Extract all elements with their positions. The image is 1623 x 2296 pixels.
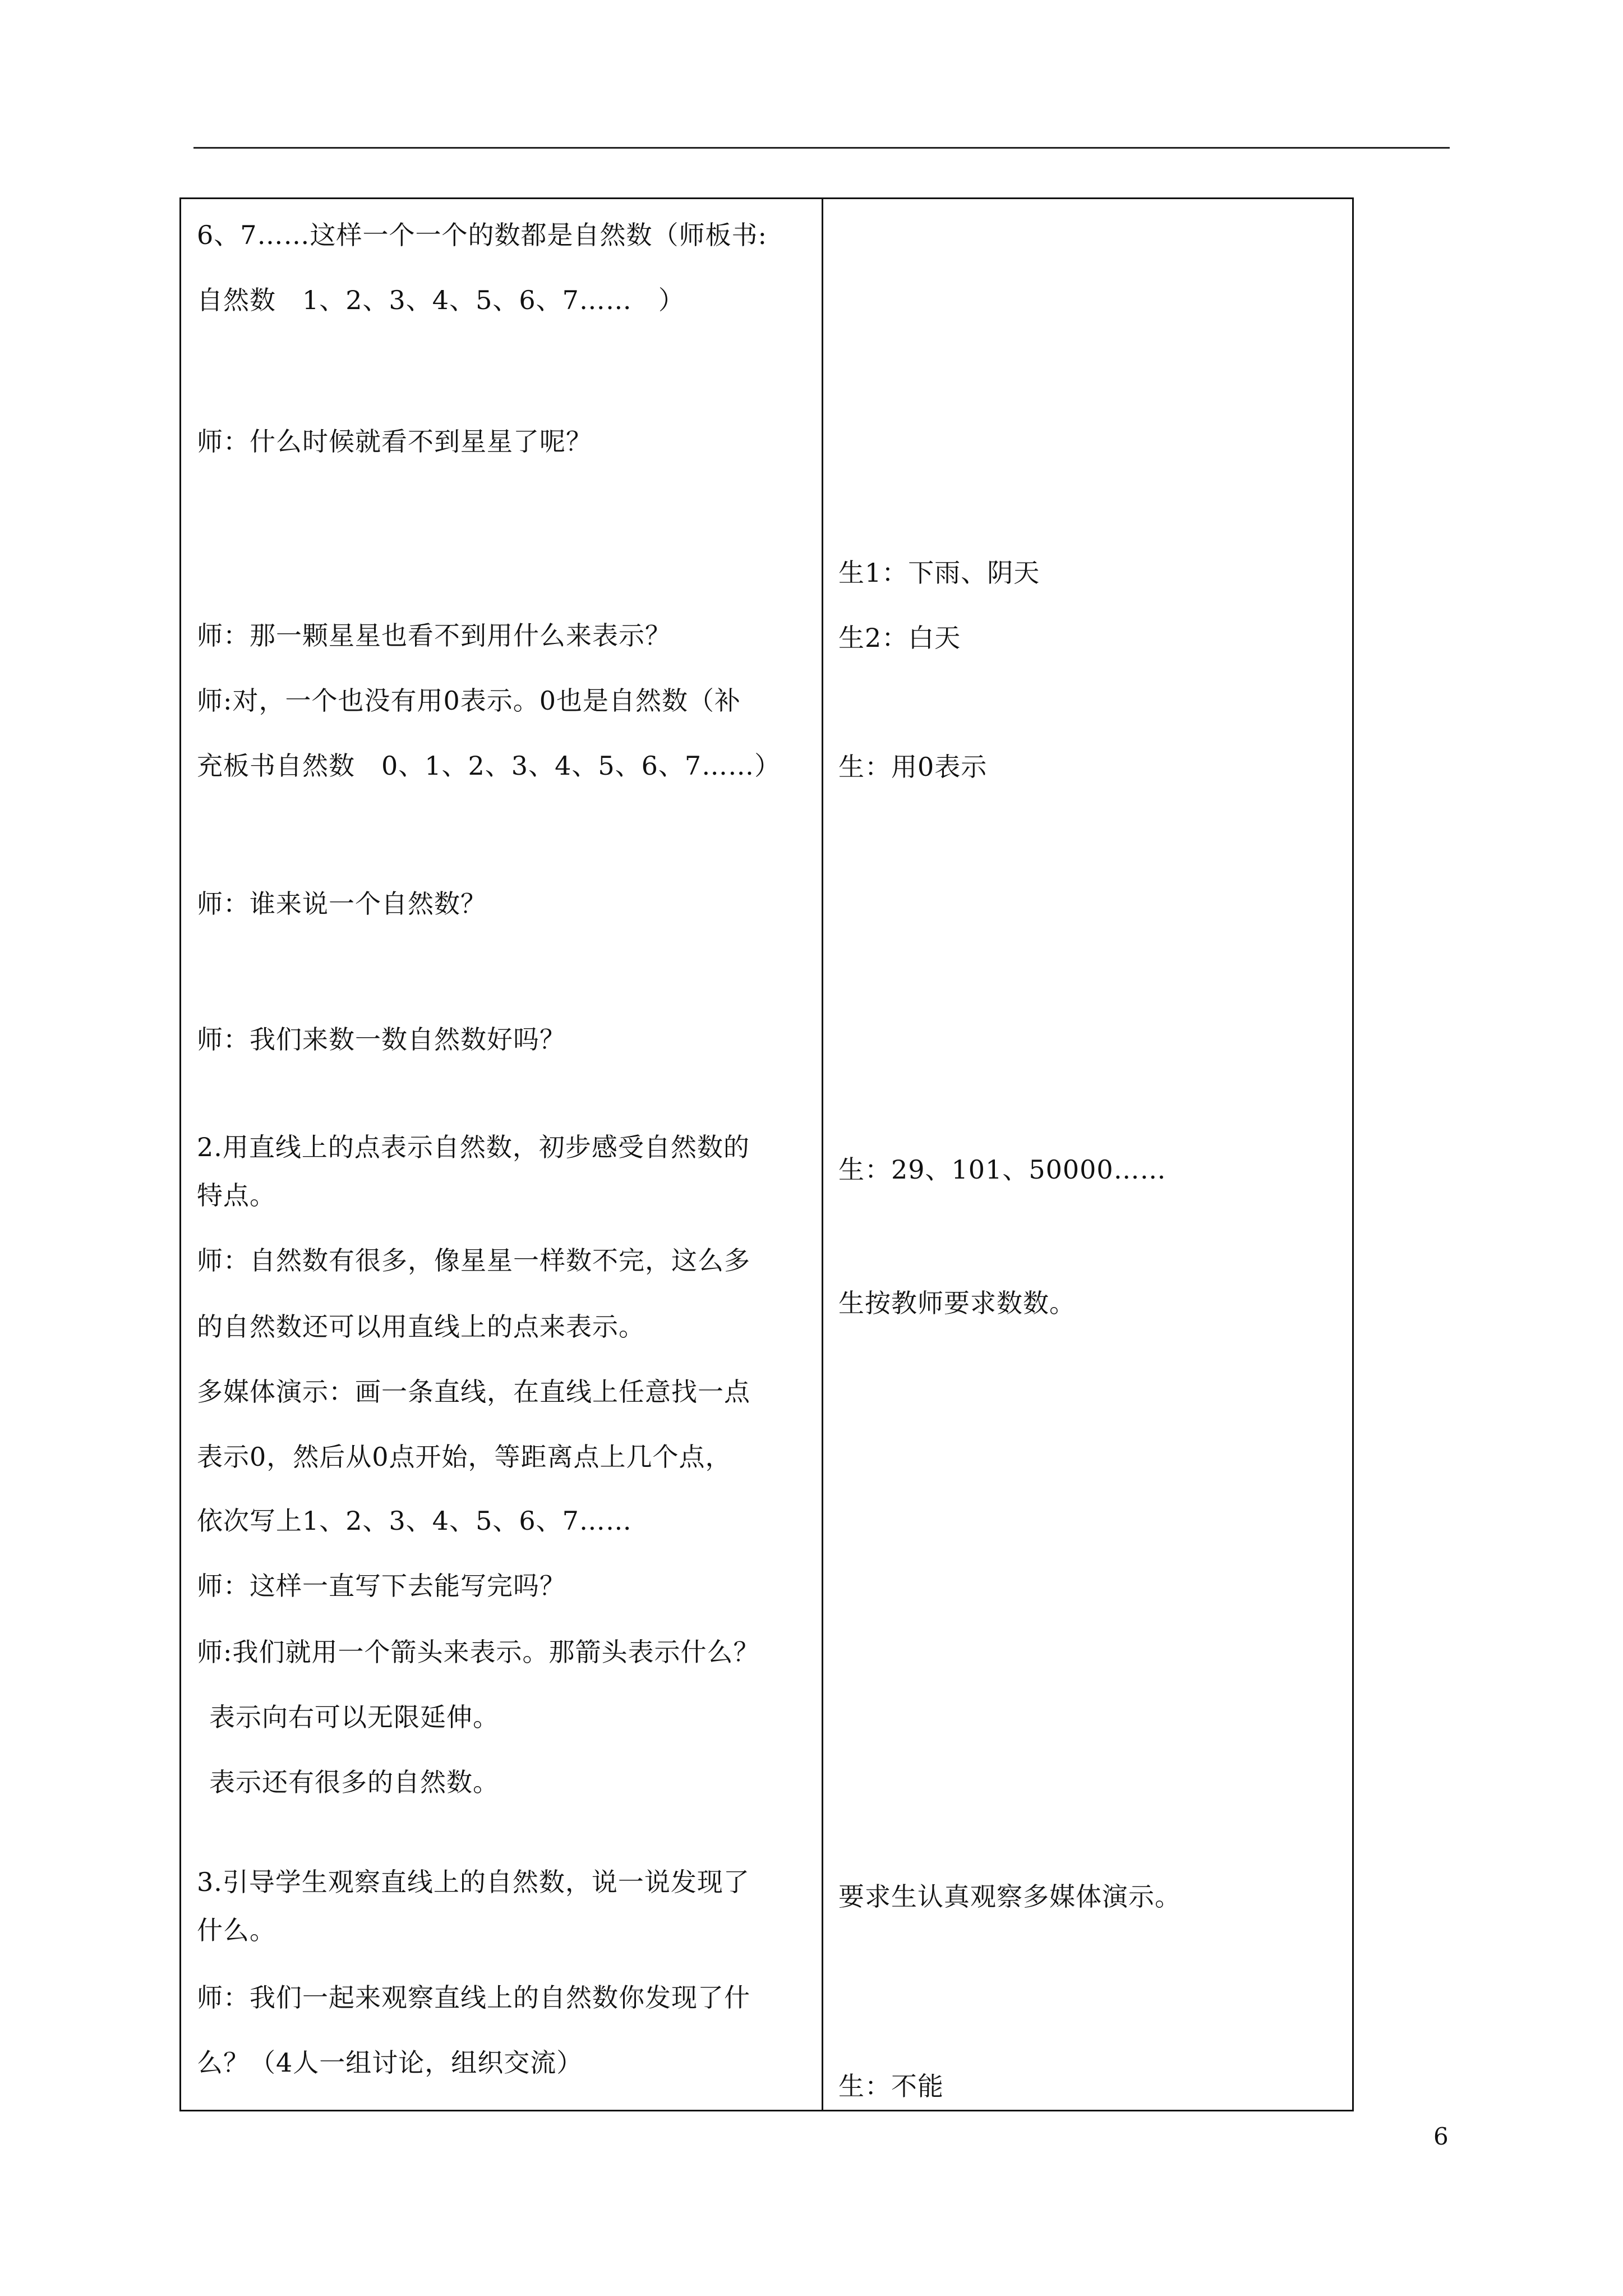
student-line: 生1：下雨、阴天 bbox=[838, 558, 1040, 588]
teacher-line: 自然数 1、2、3、4、5、6、7…… ） bbox=[197, 285, 685, 315]
teacher-line: 表示0，然后从0点开始，等距离点上几个点， bbox=[197, 1442, 732, 1472]
teacher-line: 特点。 bbox=[197, 1180, 276, 1211]
teacher-line: 多媒体演示：画一条直线，在直线上任意找一点 bbox=[197, 1377, 750, 1407]
student-line: 生：29、101、50000…… bbox=[838, 1154, 1166, 1185]
lesson-table bbox=[179, 197, 1354, 2111]
teacher-line: 师：什么时候就看不到星星了呢？ bbox=[197, 426, 592, 457]
teacher-line: 师:对，一个也没有用0表示。0也是自然数（补 bbox=[197, 685, 741, 716]
student-line: 要求生认真观察多媒体演示。 bbox=[838, 1881, 1181, 1912]
teacher-line: 师：自然数有很多，像星星一样数不完，这么多 bbox=[197, 1245, 750, 1276]
teacher-line: 师：那一颗星星也看不到用什么来表示？ bbox=[197, 620, 671, 651]
teacher-line: 的自然数还可以用直线上的点来表示。 bbox=[197, 1312, 645, 1342]
column-divider bbox=[822, 199, 823, 2110]
teacher-line: 2.用直线上的点表示自然数，初步感受自然数的 bbox=[197, 1132, 750, 1162]
teacher-line: 依次写上1、2、3、4、5、6、7…… bbox=[197, 1506, 632, 1536]
header-rule bbox=[193, 147, 1450, 149]
teacher-line: 什么。 bbox=[197, 1915, 276, 1945]
teacher-line: 师：这样一直写下去能写完吗？ bbox=[197, 1571, 566, 1601]
student-line: 生按教师要求数数。 bbox=[838, 1288, 1076, 1318]
teacher-line: 师：我们来数一数自然数好吗？ bbox=[197, 1024, 566, 1055]
student-line: 生：用0表示 bbox=[838, 752, 988, 782]
teacher-line: 6、7……这样一个一个的数都是自然数（师板书: bbox=[197, 220, 768, 250]
teacher-line: 表示向右可以无限延伸。 bbox=[209, 1702, 499, 1732]
teacher-line: 师:我们就用一个箭头来表示。那箭头表示什么？ bbox=[197, 1637, 760, 1667]
student-line: 生：不能 bbox=[838, 2071, 944, 2101]
teacher-line: 师：谁来说一个自然数？ bbox=[197, 889, 487, 919]
teacher-line: 充板书自然数 0、1、2、3、4、5、6、7……） bbox=[197, 751, 781, 781]
teacher-line: 表示还有很多的自然数。 bbox=[209, 1767, 499, 1797]
student-line: 生2：白天 bbox=[838, 623, 961, 653]
teacher-line: 3.引导学生观察直线上的自然数，说一说发现了 bbox=[197, 1867, 750, 1897]
page-number: 6 bbox=[1433, 2123, 1449, 2150]
teacher-line: 么？（4人一组讨论，组织交流） bbox=[197, 2047, 583, 2078]
teacher-line: 师：我们一起来观察直线上的自然数你发现了什 bbox=[197, 1982, 750, 2013]
